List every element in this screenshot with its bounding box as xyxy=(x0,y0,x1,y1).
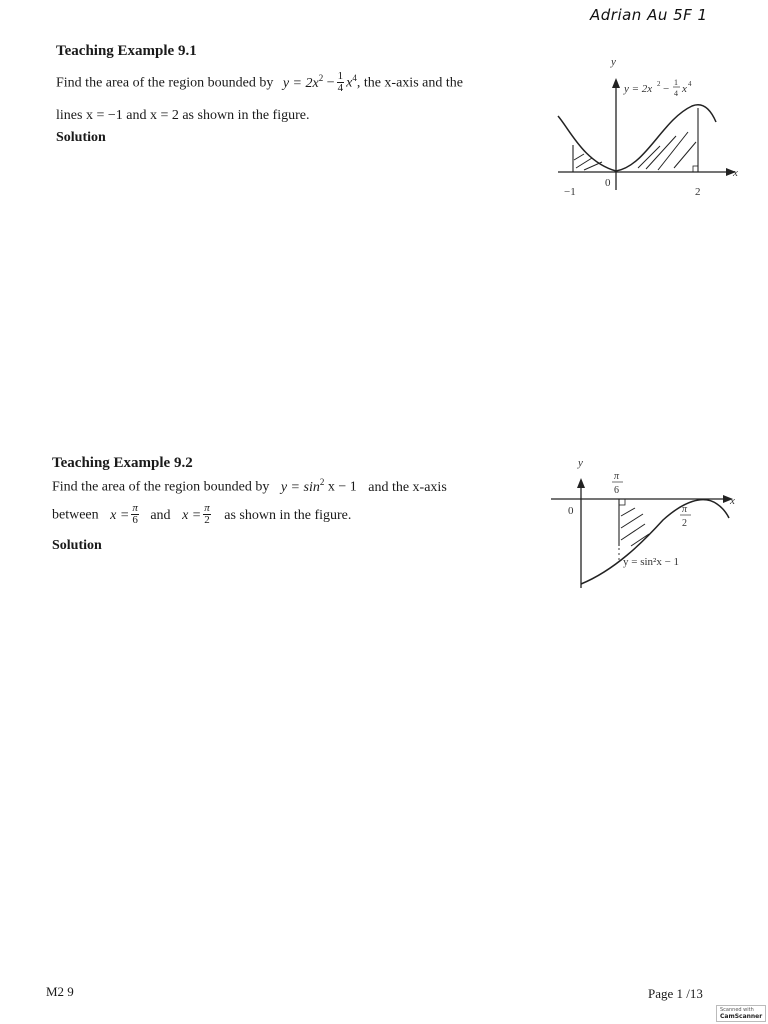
svg-text:2: 2 xyxy=(657,80,661,88)
label-pi-over-2 xyxy=(680,504,691,529)
scanner-watermark: Scanned with CamScanner xyxy=(716,1005,766,1022)
y-axis-label: y xyxy=(578,457,583,469)
footer-course-code: M2 9 xyxy=(46,984,74,999)
label-2: 2 xyxy=(695,186,701,198)
svg-text:4: 4 xyxy=(688,80,692,88)
example-2-figure xyxy=(545,452,750,597)
curve-equation-label xyxy=(623,78,692,98)
y-axis-arrow-icon xyxy=(612,78,620,88)
shaded-region xyxy=(621,508,649,546)
svg-text:4: 4 xyxy=(674,89,678,98)
svg-text:6: 6 xyxy=(614,485,619,496)
example-1-solution-label: Solution xyxy=(56,130,106,145)
handwritten-name: Adrian Au 5F 1 xyxy=(590,6,708,24)
svg-text:x: x xyxy=(682,83,687,95)
curve-path xyxy=(558,105,716,171)
footer-page-number: Page 1 /13 xyxy=(648,986,703,1001)
right-angle-mark xyxy=(619,499,625,505)
shaded-region xyxy=(574,132,696,170)
example-2-title: Teaching Example 9.2 xyxy=(52,455,193,471)
label-minus-1: −1 xyxy=(564,186,576,198)
label-pi-over-6 xyxy=(612,471,623,496)
svg-text:π: π xyxy=(682,504,688,515)
example-2-line-2: between x = $\frac{\pi}{6}$ and x = $\frac{\pi}{2}$ as shown in the figure. xyxy=(52,502,352,526)
svg-text:2: 2 xyxy=(682,518,687,529)
example-1-figure xyxy=(550,50,750,200)
example-2-solution-label: Solution xyxy=(52,538,102,553)
y-axis-label: y xyxy=(611,56,616,68)
svg-text:1: 1 xyxy=(674,78,678,87)
origin-label: 0 xyxy=(605,177,611,189)
svg-text:y = 2x: y = 2x xyxy=(624,83,653,95)
svg-text:−: − xyxy=(663,83,670,95)
example-1-line-2: lines x = −1 and x = 2 as shown in the figure. xyxy=(56,108,310,123)
y-axis-arrow-icon xyxy=(577,478,585,488)
x-axis-label: x xyxy=(733,167,738,179)
origin-label: 0 xyxy=(568,505,574,517)
svg-text:π: π xyxy=(614,471,620,482)
x-axis-label: x xyxy=(730,495,735,507)
right-angle-mark xyxy=(693,166,698,172)
example-2-line-1: Find the area of the region bounded by $y = \sin^2 x - 1$ and the x-axis xyxy=(52,477,447,495)
curve-equation-label: y = sin²x − 1 xyxy=(623,556,680,568)
curve-path xyxy=(581,500,729,584)
example-1-title: Teaching Example 9.1 xyxy=(56,43,197,59)
example-1-line-1: Find the area of the region bounded by $y = 2x^2$ − $\frac{1}{4}$ $x^4$, the x-axis and the xyxy=(56,70,463,94)
